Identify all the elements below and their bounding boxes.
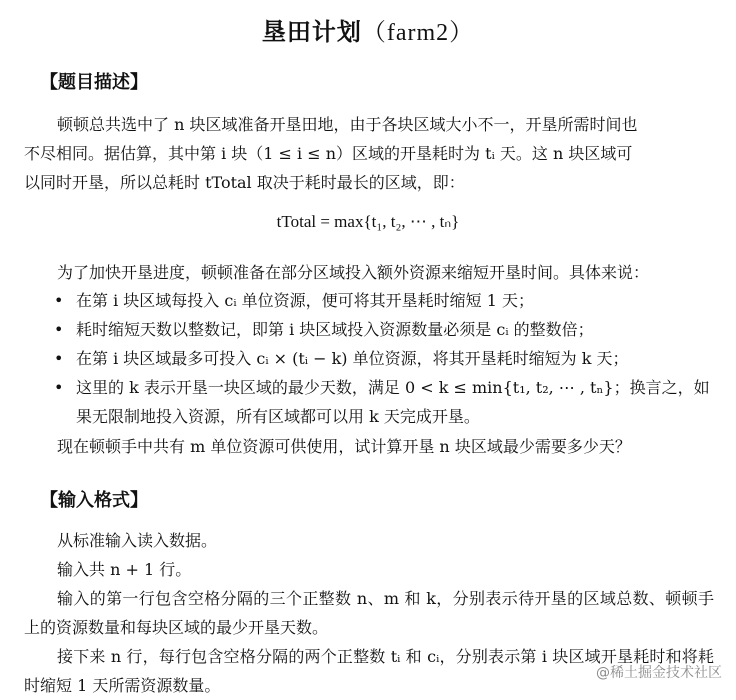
total-time-formula: tTotal = max{t₁, t₂, ⋯ , tₙ} (276, 212, 460, 231)
rule-item: • 在第 i 块区域最多可投入 cᵢ × (tᵢ − k) 单位资源，将其开垦耗时缩短为 k 天； (24, 344, 714, 373)
input-line-1: 从标准输入读入数据。 (57, 531, 218, 550)
input-line-3: 输入的第一行包含空格分隔的三个正整数 n、m 和 k，分别表示待开垦的区域总数、顿顿手上的资源数量和每块区域的最少开垦天数。 (24, 589, 714, 637)
desc-paragraph-3: 现在顿顿手中共有 m 单位资源可供使用，试计算开垦 n 块区域最少需要多少天？ (57, 437, 631, 456)
page-title (0, 12, 736, 47)
desc-line-2: 不尽相同。据估算，其中第 i 块（1 ≤ i ≤ n）区域的开垦耗时为 tᵢ 天。这 n 块区域可 (24, 144, 633, 163)
title-main: 垦田计划 (261, 17, 362, 46)
description-heading: 【题目描述】 (40, 72, 148, 93)
rules-list (24, 286, 714, 431)
watermark: @稀土掘金技术社区 (596, 665, 722, 681)
rule-item: • 在第 i 块区域每投入 cᵢ 单位资源，便可将其开垦耗时缩短 1 天； (24, 286, 714, 315)
desc-line-3: 以同时开垦，所以总耗时 tTotal 取决于耗时最长的区域，即： (24, 173, 465, 192)
input-format-heading: 【输入格式】 (40, 490, 148, 511)
input-line-2: 输入共 n + 1 行。 (57, 560, 192, 579)
desc-line-1: 顿顿总共选中了 n 块区域准备开垦田地，由于各块区域大小不一，开垦所需时间也 (57, 115, 638, 134)
desc-paragraph-2: 为了加快开垦进度，顿顿准备在部分区域投入额外资源来缩短开垦时间。具体来说： (57, 263, 650, 282)
rule-item: • 耗时缩短天数以整数记，即第 i 块区域投入资源数量必须是 cᵢ 的整数倍； (24, 315, 714, 344)
input-line-4: 接下来 n 行，每行包含空格分隔的两个正整数 tᵢ 和 cᵢ，分别表示第 i 块区域开垦耗时和将耗时缩短 1 天所需资源数量。 (24, 647, 714, 695)
title-code: （farm2） (361, 20, 475, 46)
desc-paragraph-1b (24, 139, 714, 197)
rule-item: • 这里的 k 表示开垦一块区域的最少天数，满足 0 < k ≤ min{t₁, t₂, ⋯ , tₙ}；换言之，如果无限制地投入资源，所有区域都可以用 k 天完成开垦。 (24, 373, 714, 431)
desc-paragraph-1 (24, 110, 714, 139)
